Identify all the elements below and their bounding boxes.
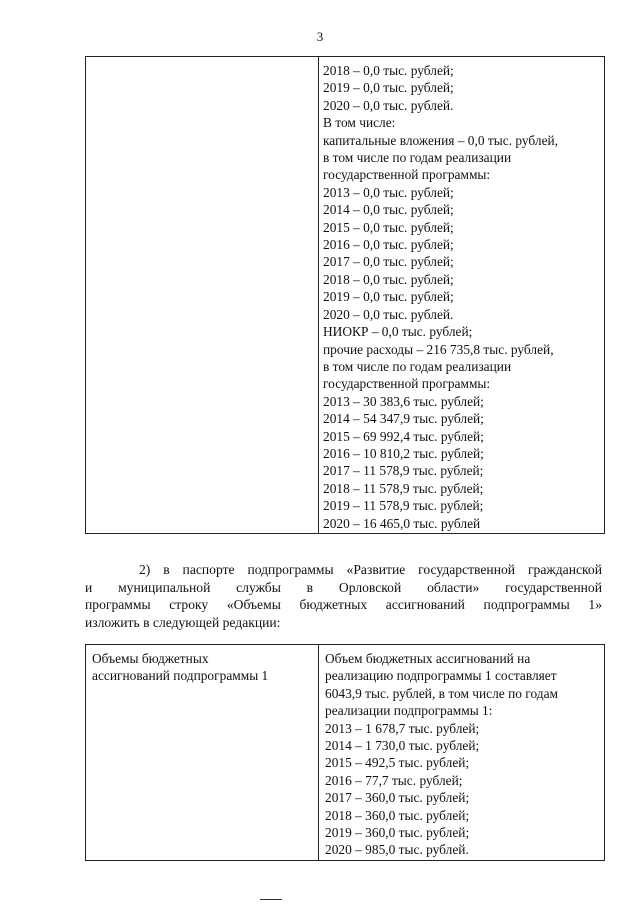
text-line: Объем бюджетных ассигнований на	[325, 651, 531, 666]
text-line: 2019 – 0,0 тыс. рублей;	[323, 289, 454, 305]
text-line: 2020 – 16 465,0 тыс. рублей	[323, 515, 481, 531]
text-line: 2020 – 0,0 тыс. рублей.	[323, 306, 454, 322]
text-line: государственной программы:	[323, 376, 491, 392]
text-line: 2018 – 0,0 тыс. рублей;	[323, 63, 454, 78]
paragraph-line: изложить в следующей редакции:	[85, 614, 281, 630]
cell-right-text	[319, 57, 604, 533]
text-line: в том числе по годам реализации	[323, 150, 512, 166]
text-line: 2014 – 0,0 тыс. рублей;	[323, 202, 454, 218]
page-number: 3	[316, 29, 324, 44]
text-line: 2017 – 11 578,9 тыс. рублей;	[323, 463, 484, 479]
text-line: реализации подпрограммы 1:	[325, 703, 493, 719]
table-cell-right	[319, 645, 605, 861]
table-cell-right	[319, 57, 605, 534]
paragraph-line: программы строку «Объемы бюджетных ассигнований подпрограммы 1»	[85, 597, 602, 613]
text-line: НИОКР – 0,0 тыс. рублей;	[323, 324, 473, 340]
text-line: 2015 – 69 992,4 тыс. рублей;	[323, 428, 484, 444]
text-line: 2019 – 360,0 тыс. рублей;	[325, 825, 470, 841]
table-row	[86, 57, 605, 534]
text-line: 2015 – 492,5 тыс. рублей;	[325, 755, 470, 771]
text-line: 2020 – 0,0 тыс. рублей.	[323, 97, 454, 113]
text-line: 2020 – 985,0 тыс. рублей.	[325, 842, 469, 858]
paragraph-line: и муниципальной службы в Орловской области» государственной	[85, 579, 602, 595]
text-line: капитальные вложения – 0,0 тыс. рублей,	[323, 132, 559, 148]
budget-table-continued	[85, 56, 605, 534]
text-line: 2014 – 54 347,9 тыс. рублей;	[323, 411, 484, 427]
text-line: 2016 – 10 810,2 тыс. рублей;	[323, 445, 484, 461]
text-line: в том числе по годам реализации	[323, 358, 512, 374]
page-footer-mark	[260, 899, 282, 900]
table-cell-left	[86, 57, 319, 534]
text-line: 2016 – 0,0 тыс. рублей;	[323, 237, 454, 253]
text-line: 6043,9 тыс. рублей, в том числе по годам	[325, 685, 558, 701]
text-line: 2017 – 360,0 тыс. рублей;	[325, 790, 470, 806]
text-line: 2013 – 30 383,6 тыс. рублей;	[323, 393, 484, 409]
text-line: 2018 – 0,0 тыс. рублей;	[323, 271, 454, 287]
text-line: 2013 – 0,0 тыс. рублей;	[323, 184, 454, 200]
text-line: 2016 – 77,7 тыс. рублей;	[325, 772, 463, 788]
subprogram-budget-table	[85, 644, 605, 861]
cell-left-text	[86, 645, 318, 685]
table-cell-left	[86, 645, 319, 861]
text-line: реализацию подпрограммы 1 составляет	[325, 668, 557, 684]
text-line: ассигнований подпрограммы 1	[92, 668, 269, 684]
text-line: 2018 – 11 578,9 тыс. рублей;	[323, 480, 484, 496]
text-line: 2019 – 11 578,9 тыс. рублей;	[323, 498, 484, 514]
text-line: государственной программы:	[323, 167, 491, 183]
text-line: 2015 – 0,0 тыс. рублей;	[323, 219, 454, 235]
text-line: 2014 – 1 730,0 тыс. рублей;	[325, 738, 480, 754]
table-row	[86, 645, 605, 861]
text-line: 2017 – 0,0 тыс. рублей;	[323, 254, 454, 270]
paragraph-line: 2) в паспорте подпрограммы «Развитие государственной гражданской	[139, 562, 602, 577]
text-line: Объемы бюджетных	[92, 651, 209, 666]
amendment-paragraph	[85, 561, 602, 631]
cell-right-text	[319, 645, 604, 860]
text-line: 2019 – 0,0 тыс. рублей;	[323, 80, 454, 96]
text-line: 2018 – 360,0 тыс. рублей;	[325, 807, 470, 823]
text-line: В том числе:	[323, 115, 396, 131]
text-line: 2013 – 1 678,7 тыс. рублей;	[325, 720, 480, 736]
text-line: прочие расходы – 216 735,8 тыс. рублей,	[323, 341, 554, 357]
